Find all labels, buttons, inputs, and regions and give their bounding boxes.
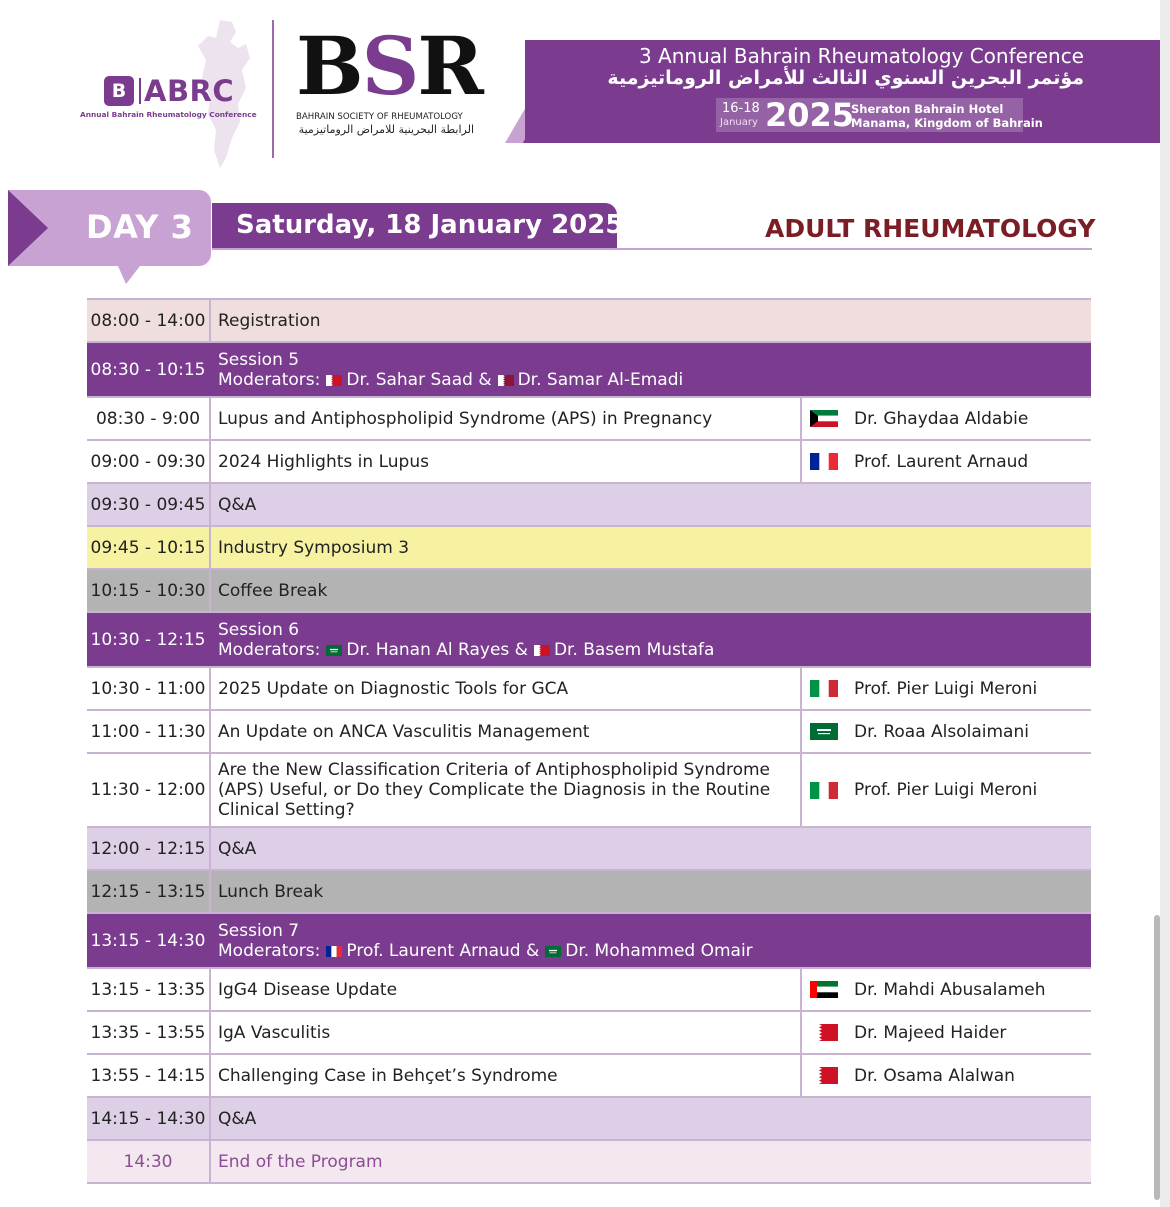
session-title: Session 7 (218, 920, 300, 941)
time-cell: 13:55 - 14:15 (87, 1055, 211, 1096)
schedule-row-registration (87, 300, 1091, 343)
track-label: ADULT RHEUMATOLOGY (765, 214, 1096, 243)
uae-flag-icon (810, 981, 838, 998)
speaker-cell (800, 1012, 1091, 1053)
banner-edge (523, 40, 575, 143)
moderator-name: Prof. Laurent Arnaud (346, 940, 521, 961)
talk-title-line: Are the New Classification Criteria of Antiphospholipid Syndrome (218, 760, 771, 780)
time-cell: 10:30 - 12:15 (87, 613, 211, 666)
schedule-row-talk (87, 668, 1091, 711)
header-rule (212, 248, 1092, 250)
bsr-name-arabic: الرابطة البحرينية للامراض الروماتيزمية (298, 123, 474, 136)
day-label: DAY 3 (86, 208, 194, 246)
schedule-row-industry (87, 527, 1091, 570)
schedule-row-break (87, 871, 1091, 914)
moderators-label: Moderators: (218, 639, 321, 660)
time-cell: 13:15 - 14:30 (87, 914, 211, 967)
schedule-row-talk3 (87, 754, 1091, 828)
bahrain-flag-icon (326, 375, 342, 386)
date-label: Saturday, 18 January 2025 (236, 210, 624, 240)
bahrain-flag-icon (810, 1024, 838, 1041)
time-cell: 10:30 - 11:00 (87, 668, 211, 709)
venue-city: Manama, Kingdom of Bahrain (851, 116, 1043, 130)
break-title: Coffee Break (218, 580, 328, 601)
schedule-row-qa (87, 484, 1091, 527)
speaker-cell (800, 668, 1091, 709)
speaker-name: Dr. Ghaydaa Aldabie (854, 408, 1029, 429)
saudi-flag-icon (545, 946, 561, 957)
talk-title: 2024 Highlights in Lupus (218, 451, 429, 472)
moderator-name: Dr. Hanan Al Rayes (346, 639, 510, 660)
schedule-row-qa (87, 828, 1091, 871)
session-moderators (218, 640, 714, 660)
moderators-label: Moderators: (218, 369, 321, 390)
time-cell: 10:15 - 10:30 (87, 570, 211, 611)
session-cell (211, 613, 1091, 666)
conference-title: 3 Annual Bahrain Rheumatology Conference (638, 44, 1084, 68)
conference-month: January (720, 117, 758, 128)
qa-title: Q&A (218, 838, 257, 859)
abrc-logo-text: ABRC (144, 74, 235, 108)
bsr-logo (296, 19, 482, 113)
schedule-row-talk (87, 441, 1091, 484)
session-title: Session 6 (218, 619, 300, 640)
schedule-row-break (87, 570, 1091, 613)
registration-title: Registration (218, 310, 321, 331)
speaker-cell (800, 441, 1091, 482)
moderator-name: Dr. Mohammed Omair (565, 940, 753, 961)
moderator-name: Dr. Sahar Saad (346, 369, 473, 390)
industry-title: Industry Symposium 3 (218, 537, 410, 558)
speaker-name: Dr. Majeed Haider (854, 1022, 1007, 1043)
speaker-name: Dr. Mahdi Abusalameh (854, 979, 1046, 1000)
abrc-logo-mark: B (104, 76, 134, 106)
schedule-row-talk (87, 711, 1091, 754)
talk-title-line: (APS) Useful, or Do they Complicate the Diagnosis in the Routine (218, 780, 771, 800)
talk-title: 2025 Update on Diagnostic Tools for GCA (218, 678, 569, 699)
time-cell: 12:00 - 12:15 (87, 828, 211, 869)
saudi-flag-icon (810, 723, 838, 740)
time-cell: 09:00 - 09:30 (87, 441, 211, 482)
logo-divider (272, 20, 274, 158)
time-cell: 14:30 (87, 1141, 211, 1182)
speaker-name: Prof. Pier Luigi Meroni (854, 780, 1038, 800)
schedule-row-talk (87, 969, 1091, 1012)
time-cell: 13:35 - 13:55 (87, 1012, 211, 1053)
schedule-row-session (87, 914, 1091, 969)
speaker-cell (800, 398, 1091, 439)
talk-title: IgA Vasculitis (218, 1022, 331, 1043)
italy-flag-icon (810, 782, 838, 799)
talk-title: IgG4 Disease Update (218, 979, 398, 1000)
bahrain-flag-icon (810, 1067, 838, 1084)
schedule-row-talk (87, 398, 1091, 441)
abrc-logo-divider (139, 78, 141, 104)
moderator-name: Dr. Samar Al-Emadi (517, 369, 684, 390)
abrc-subtitle: Annual Bahrain Rheumatology Conference (80, 110, 257, 119)
time-cell: 09:45 - 10:15 (87, 527, 211, 568)
schedule-table (87, 298, 1091, 1184)
session-cell (211, 914, 1091, 967)
bsr-name-english: BAHRAIN SOCIETY OF RHEUMATOLOGY (296, 112, 463, 122)
conference-venue (851, 102, 1043, 130)
speaker-name: Prof. Pier Luigi Meroni (854, 678, 1038, 699)
speaker-cell (800, 1055, 1091, 1096)
france-flag-icon (326, 946, 342, 957)
speaker-name: Prof. Laurent Arnaud (854, 451, 1029, 472)
break-title: Lunch Break (218, 881, 324, 902)
bsr-letter-b: B (296, 19, 362, 113)
bsr-letter-s: S (361, 19, 418, 113)
session-moderators (218, 941, 753, 961)
moderators-label: Moderators: (218, 940, 321, 961)
end-title: End of the Program (218, 1151, 383, 1172)
qa-title: Q&A (218, 1108, 257, 1129)
bahrain-flag-icon (534, 645, 550, 656)
day-badge-tail (118, 266, 140, 284)
schedule-row-session (87, 343, 1091, 398)
session-title: Session 5 (218, 349, 300, 370)
schedule-row-talk (87, 1055, 1091, 1098)
qa-title: Q&A (218, 494, 257, 515)
conference-year: 2025 (765, 96, 855, 134)
talk-title-line: Clinical Setting? (218, 800, 355, 820)
schedule-row-qa (87, 1098, 1091, 1141)
session-cell (211, 343, 1091, 396)
time-cell: 08:00 - 14:00 (87, 300, 211, 341)
time-cell: 12:15 - 13:15 (87, 871, 211, 912)
talk-title: An Update on ANCA Vasculitis Management (218, 721, 590, 742)
moderator-name: Dr. Basem Mustafa (553, 639, 715, 660)
schedule-row-talk (87, 1012, 1091, 1055)
time-cell: 08:30 - 9:00 (87, 398, 211, 439)
speaker-cell (800, 969, 1091, 1010)
time-cell: 13:15 - 13:35 (87, 969, 211, 1010)
schedule-row-session (87, 613, 1091, 668)
schedule-row-end (87, 1141, 1091, 1184)
time-cell: 11:00 - 11:30 (87, 711, 211, 752)
saudi-flag-icon (326, 645, 342, 656)
scrollbar[interactable] (1154, 915, 1160, 1200)
qatar-flag-icon (498, 375, 514, 386)
speaker-cell (800, 754, 1091, 826)
venue-hotel: Sheraton Bahrain Hotel (851, 102, 1004, 116)
bsr-letter-r: R (417, 19, 482, 113)
time-cell: 08:30 - 10:15 (87, 343, 211, 396)
time-cell: 11:30 - 12:00 (87, 754, 211, 826)
france-flag-icon (810, 453, 838, 470)
italy-flag-icon (810, 680, 838, 697)
ampersand: & (525, 940, 540, 961)
conference-title-arabic: مؤتمر البحرين السنوي الثالث للأمراض الروماتيزمية (607, 67, 1084, 89)
talk-title: Lupus and Antiphospholipid Syndrome (APS) in Pregnancy (218, 408, 713, 429)
conference-days: 16-18 (722, 101, 760, 116)
kuwait-flag-icon (810, 410, 838, 427)
speaker-cell (800, 711, 1091, 752)
talk-title (211, 754, 800, 826)
talk-title: Challenging Case in Behçet’s Syndrome (218, 1065, 558, 1086)
ampersand: & (514, 639, 528, 660)
session-moderators (218, 370, 683, 390)
time-cell: 09:30 - 09:45 (87, 484, 211, 525)
day-badge-arrow (8, 190, 48, 266)
time-cell: 14:15 - 14:30 (87, 1098, 211, 1139)
speaker-name: Dr. Roaa Alsolaimani (854, 721, 1029, 742)
ampersand: & (478, 369, 492, 390)
speaker-name: Dr. Osama Alalwan (854, 1065, 1015, 1086)
